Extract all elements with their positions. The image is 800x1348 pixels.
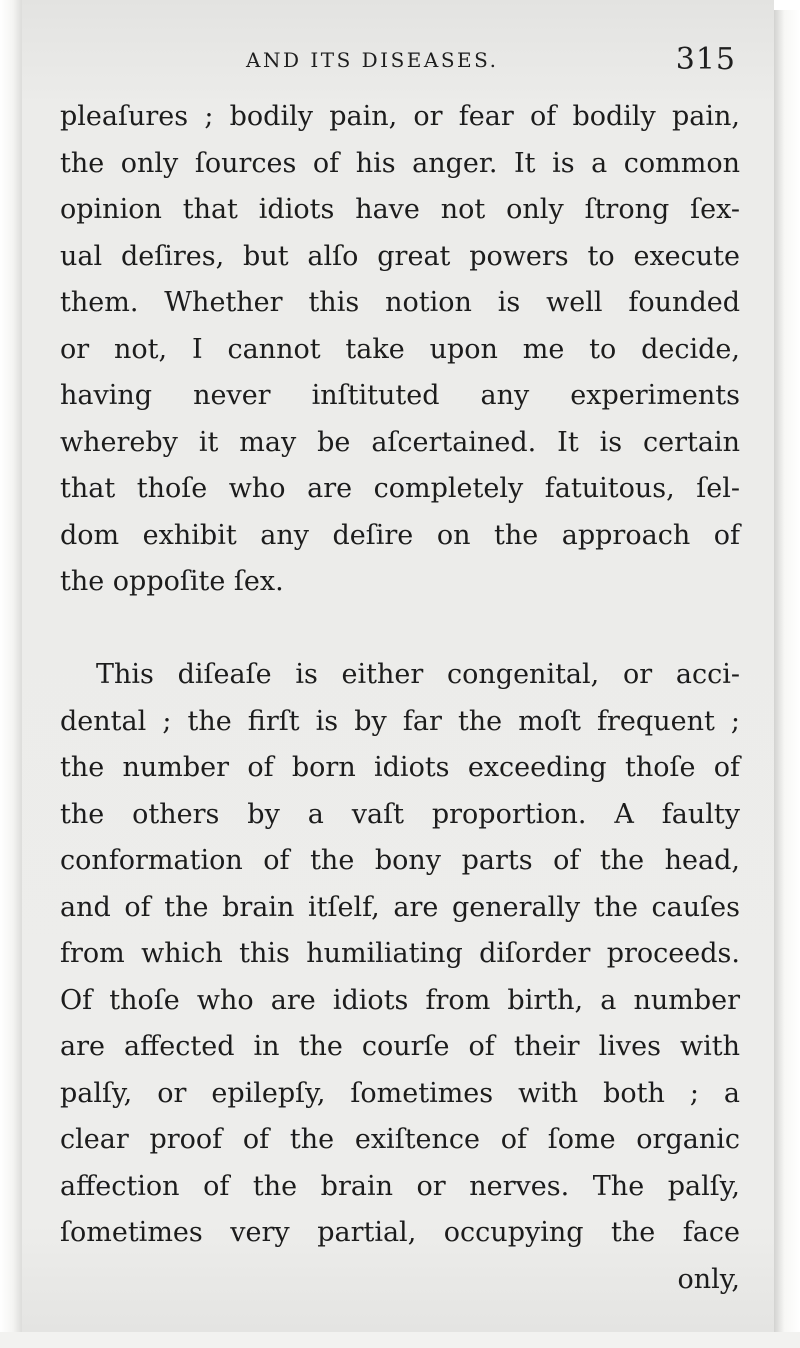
paragraph-gap xyxy=(60,606,740,653)
body-text xyxy=(60,94,740,1303)
text-line: dental ; the firſt is by far the moſt frequent ; xyxy=(60,705,740,737)
text-line: ſometimes very partial, occupying the face xyxy=(60,1217,740,1248)
text-line: the number of born idiots exceeding thoſe of xyxy=(60,752,740,783)
page-header xyxy=(60,42,740,86)
paragraph-2 xyxy=(60,652,740,1303)
paper-right-edge xyxy=(774,10,800,1348)
text-line: are affected in the courſe of their lives with xyxy=(60,1031,740,1062)
text-line: or not, I cannot take upon me to decide, xyxy=(60,333,740,365)
text-line: This diſeaſe is either congenital, or acci- xyxy=(96,659,740,690)
text-line: the others by a vaſt proportion. A faulty xyxy=(60,798,740,830)
text-line: them. Whether this notion is well founded xyxy=(60,287,740,318)
paper-bottom-edge xyxy=(0,1332,800,1348)
text-line: Of thoſe who are idiots from birth, a number xyxy=(60,984,740,1016)
text-line: from which this humiliating diſorder proceeds. xyxy=(60,938,740,969)
text-line: ual deſires, but alſo great powers to execute xyxy=(60,240,740,272)
text-line: dom exhibit any deſire on the approach of xyxy=(60,519,740,551)
text-line: that thoſe who are completely fatuitous, ſel- xyxy=(60,473,740,504)
text-line: the oppoſite ſex. xyxy=(60,566,284,597)
text-line: the only ſources of his anger. It is a common xyxy=(60,147,740,179)
text-line: clear proof of the exiſtence of ſome organic xyxy=(60,1124,740,1155)
text-line: and of the brain itſelf, are generally the cauſes xyxy=(60,891,740,923)
catchword-line: only, xyxy=(677,1263,740,1295)
paragraph-1 xyxy=(60,94,740,606)
page-number: 315 xyxy=(675,42,736,77)
text-line: conformation of the bony parts of the head, xyxy=(60,845,740,876)
text-line: pleaſures ; bodily pain, or fear of bodily pain, xyxy=(60,101,740,132)
text-line: palſy, or epilepſy, ſometimes with both ; a xyxy=(60,1077,740,1109)
text-line: having never inſtituted any experiments xyxy=(60,380,740,411)
text-line: affection of the brain or nerves. The palſy, xyxy=(60,1170,740,1202)
text-line: whereby it may be aſcertained. It is certain xyxy=(60,426,740,458)
text-line: opinion that idiots have not only ſtrong ſex- xyxy=(60,194,740,225)
running-head: AND ITS DISEASES. xyxy=(246,48,499,72)
paper-left-edge xyxy=(0,0,22,1348)
